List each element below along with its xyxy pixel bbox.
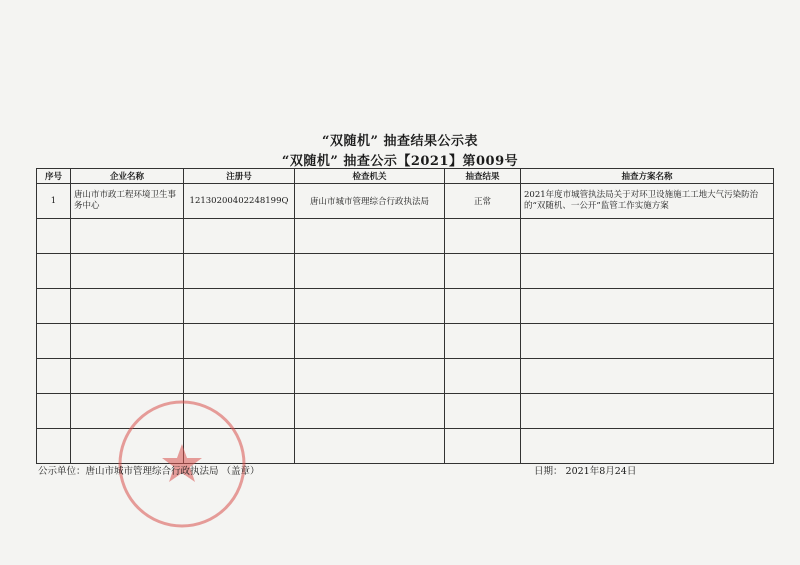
empty-cell bbox=[445, 219, 521, 254]
empty-cell bbox=[521, 254, 774, 289]
table-row-empty bbox=[37, 254, 774, 289]
document-title: “双随机” 抽查结果公示表 bbox=[322, 134, 478, 149]
footer-date: 日期： 2021年8月24日 bbox=[534, 466, 637, 477]
empty-cell bbox=[184, 289, 295, 324]
column-header-reg-no: 注册号 bbox=[184, 169, 295, 184]
cell-authority: 唐山市城市管理综合行政执法局 bbox=[295, 184, 445, 219]
empty-cell bbox=[295, 219, 445, 254]
empty-cell bbox=[37, 324, 71, 359]
empty-cell bbox=[184, 219, 295, 254]
empty-cell bbox=[71, 254, 184, 289]
column-header-result: 抽查结果 bbox=[445, 169, 521, 184]
footer-publishing-unit: 公示单位：唐山市城市管理综合行政执法局 （盖章） bbox=[38, 466, 260, 477]
empty-cell bbox=[71, 359, 184, 394]
empty-cell bbox=[295, 254, 445, 289]
table-header-row bbox=[37, 169, 774, 184]
table-row-empty bbox=[37, 219, 774, 254]
table-row-empty bbox=[37, 289, 774, 324]
empty-cell bbox=[521, 394, 774, 429]
empty-cell bbox=[71, 219, 184, 254]
cell-result: 正常 bbox=[445, 184, 521, 219]
column-header-plan: 抽查方案名称 bbox=[521, 169, 774, 184]
column-header-authority: 检查机关 bbox=[295, 169, 445, 184]
empty-cell bbox=[521, 429, 774, 464]
empty-cell bbox=[71, 289, 184, 324]
table-row-empty bbox=[37, 324, 774, 359]
empty-cell bbox=[37, 429, 71, 464]
empty-cell bbox=[445, 254, 521, 289]
table-row-empty bbox=[37, 359, 774, 394]
empty-cell bbox=[37, 289, 71, 324]
empty-cell bbox=[295, 359, 445, 394]
table-row bbox=[37, 184, 774, 219]
empty-cell bbox=[37, 394, 71, 429]
column-header-company: 企业名称 bbox=[71, 169, 184, 184]
cell-index: 1 bbox=[37, 184, 71, 219]
empty-cell bbox=[71, 324, 184, 359]
empty-cell bbox=[184, 324, 295, 359]
cell-company: 唐山市市政工程环境卫生事务中心 bbox=[71, 184, 184, 219]
empty-cell bbox=[445, 359, 521, 394]
empty-cell bbox=[295, 324, 445, 359]
empty-cell bbox=[445, 394, 521, 429]
empty-cell bbox=[295, 394, 445, 429]
empty-cell bbox=[445, 289, 521, 324]
cell-reg-no: 12130200402248199Q bbox=[184, 184, 295, 219]
column-header-index: 序号 bbox=[37, 169, 71, 184]
empty-cell bbox=[521, 289, 774, 324]
empty-cell bbox=[37, 219, 71, 254]
empty-cell bbox=[184, 254, 295, 289]
empty-cell bbox=[521, 324, 774, 359]
empty-cell bbox=[445, 429, 521, 464]
document-subtitle: “双随机” 抽查公示【2021】第009号 bbox=[281, 154, 519, 169]
empty-cell bbox=[445, 324, 521, 359]
empty-cell bbox=[521, 359, 774, 394]
empty-cell bbox=[295, 429, 445, 464]
empty-cell bbox=[184, 359, 295, 394]
empty-cell bbox=[37, 359, 71, 394]
cell-plan: 2021年度市城管执法局关于对环卫设施施工工地大气污染防治的“双随机、一公开”监管工作实施方案 bbox=[521, 184, 774, 219]
empty-cell bbox=[295, 289, 445, 324]
empty-cell bbox=[37, 254, 71, 289]
empty-cell bbox=[521, 219, 774, 254]
